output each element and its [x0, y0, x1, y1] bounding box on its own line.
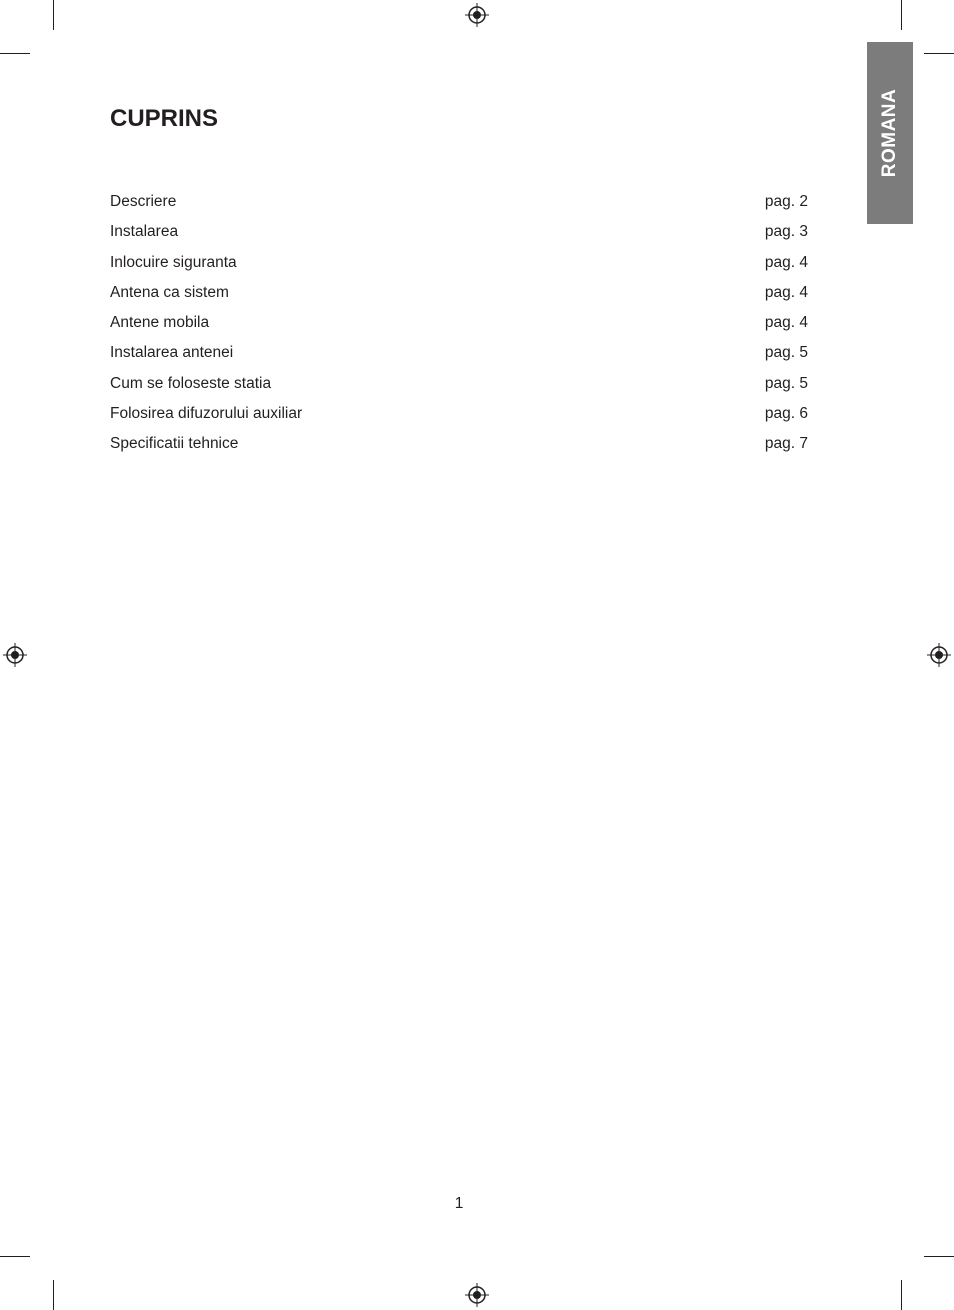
table-of-contents: [110, 189, 808, 461]
toc-entry: [110, 189, 808, 219]
crop-mark-bottom-right: [901, 1280, 902, 1310]
toc-entry-label: Antene mobila: [110, 314, 210, 331]
toc-entry-label: Instalarea: [110, 223, 179, 241]
crop-mark-top-right: [901, 0, 902, 30]
toc-entry-label: Specificatii tehnice: [110, 435, 239, 452]
registration-mark-right-icon: [927, 643, 951, 667]
language-tab-label: ROMANA: [879, 88, 900, 178]
toc-entry: [110, 250, 808, 280]
registration-mark-left-icon: [3, 643, 27, 667]
crop-mark-bottom-right: [924, 1256, 954, 1257]
crop-mark-top-left: [53, 0, 54, 30]
crop-mark-top-left: [0, 53, 30, 54]
toc-entry-page: pag. 4: [764, 283, 808, 301]
toc-entry-page: pag. 2: [764, 193, 808, 210]
crop-mark-top-right: [924, 53, 954, 54]
language-tab: [867, 42, 913, 224]
toc-entry: [110, 431, 808, 461]
registration-mark-top-icon: [465, 3, 489, 27]
toc-entry: [110, 280, 808, 310]
toc-entry-label: Inlocuire siguranta: [110, 253, 237, 271]
toc-entry-page: pag. 6: [764, 404, 808, 422]
toc-entry-label: Descriere: [110, 193, 177, 210]
toc-entry-page: pag. 3: [764, 223, 808, 241]
toc-entry: [110, 371, 808, 401]
toc-entry-page: pag. 5: [764, 344, 808, 362]
toc-entry: [110, 401, 808, 431]
toc-entry: [110, 340, 808, 370]
page-number: 1: [454, 1195, 464, 1212]
crop-mark-bottom-left: [53, 1280, 54, 1310]
page-title: CUPRINS: [110, 105, 219, 132]
toc-entry-label: Instalarea antenei: [110, 344, 234, 362]
crop-mark-bottom-left: [0, 1256, 30, 1257]
toc-entry-label: Cum se foloseste statia: [110, 374, 272, 392]
toc-entry-page: pag. 7: [764, 435, 808, 452]
toc-entry-page: pag. 4: [764, 253, 808, 271]
registration-mark-bottom-icon: [465, 1283, 489, 1307]
toc-entry-label: Folosirea difuzorului auxiliar: [110, 404, 303, 422]
toc-entry: [110, 219, 808, 249]
toc-entry-label: Antena ca sistem: [110, 283, 229, 301]
toc-entry-page: pag. 5: [764, 374, 808, 392]
toc-entry-page: pag. 4: [764, 314, 808, 331]
toc-entry: [110, 310, 808, 340]
